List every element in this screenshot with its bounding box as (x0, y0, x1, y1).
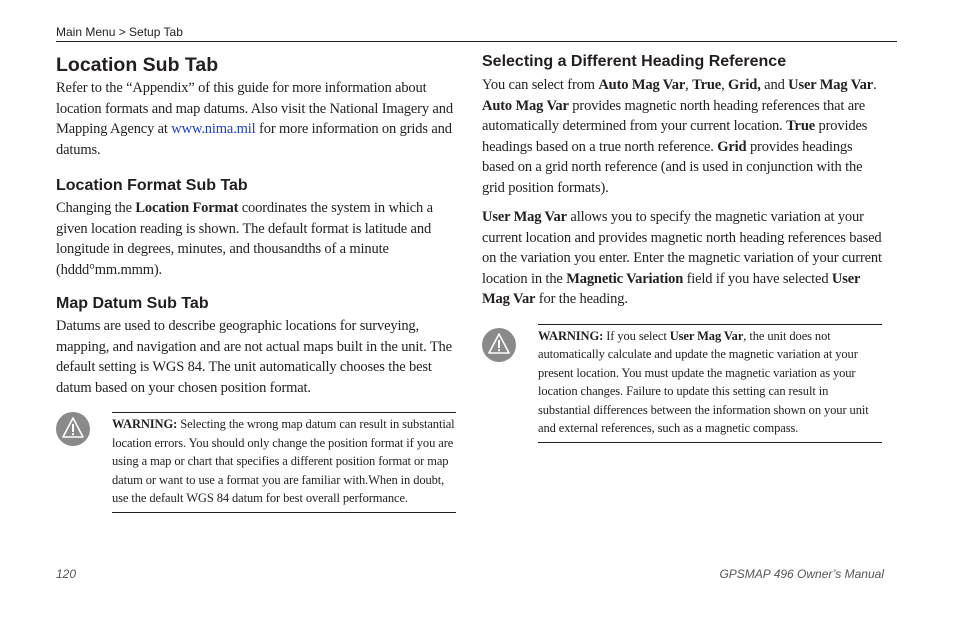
text: provides magnetic north heading references that are automatically determined from your current location. (482, 97, 865, 134)
intro-text-b: for more information on grids and datums. (56, 121, 452, 158)
manual-title: GPSMAP 496 Owner’s Manual (719, 567, 884, 581)
mag-var-warning-label: WARNING: (538, 328, 604, 343)
text: If you select (603, 328, 670, 343)
text: allows you to specify the magnetic variation at your current location and provides magnetic north heading references based on the variation you enter. Enter the magnetic variation of your current location in the (482, 209, 882, 287)
option-true: True (786, 118, 816, 134)
mag-var-warning-box (538, 324, 882, 444)
breadcrumb: Main Menu > Setup Tab (56, 25, 183, 39)
text: provides headings based on a grid north reference (and is used in conjunction with the grid position formats). (482, 138, 863, 196)
text: You can select from (482, 77, 599, 93)
mag-var-warning (482, 324, 882, 444)
text: . (873, 77, 877, 93)
text: , the unit does not automatically calculate and update the magnetic variation at your present location. You must update the magnetic variation as your location changes. Failure to update this setting can result in substantial differences between the information shown on your unit and external references, such as a magnetic compass. (538, 328, 869, 436)
option-user-mag-var: User Mag Var (669, 328, 744, 343)
datum-warning-text (112, 415, 456, 508)
option-grid: Grid (717, 138, 747, 155)
page-title: Location Sub Tab (56, 54, 219, 76)
intro-text-a: Refer to the “Appendix” of this guide for more information about location formats and map datums. Also visit the National Imagery and Mapping Agency at (56, 80, 453, 137)
datum-warning-body: Selecting the wrong map datum can result in substantial location errors. You should only change the position format if you are using a map or chart that specifies a different position format or map datum or want to use a format you are familiar with.When in doubt, use the default WGS 84 datum for best overall performance. (112, 417, 455, 506)
text: provides headings based on a true north reference. (482, 118, 868, 155)
location-format-heading: Location Format Sub Tab (56, 177, 248, 194)
text: field if you have selected (683, 270, 832, 287)
mag-var-warning-text (538, 327, 882, 439)
header-rule (56, 41, 897, 42)
datum-warning-box (112, 412, 456, 513)
option-user-mag-var: User Mag Var (482, 209, 567, 225)
option-auto-mag-var: Auto Mag Var (482, 97, 569, 114)
map-datum-paragraph: Datums are used to describe geographic locations for surveying, mapping, and navigation and are not actual maps built in the unit. The default setting is WGS 84. The unit automatically chooses the best datum based on your chosen position format. (56, 318, 452, 396)
heading-reference-paragraph (482, 75, 882, 198)
field-magnetic-variation: Magnetic Variation (566, 270, 684, 287)
location-format-paragraph (56, 198, 456, 280)
text: , (685, 77, 693, 93)
option-auto-mag-var: Auto Mag Var (598, 77, 686, 93)
warning-triangle-icon (56, 412, 90, 446)
nima-link[interactable]: www.nima.mil (171, 121, 256, 137)
datum-warning-label: WARNING: (112, 417, 178, 431)
right-column (482, 52, 882, 443)
option-grid: Grid, (728, 77, 761, 93)
map-datum-heading: Map Datum Sub Tab (56, 295, 209, 312)
option-user-mag-var: User Mag Var (788, 77, 874, 93)
warning-triangle-icon (482, 328, 516, 362)
page-number: 120 (56, 567, 77, 581)
text: , (721, 77, 729, 93)
format-text-b: coordinates the system in which a given location reading is shown. The default format is latitude and longitude in degrees, minutes, and thousandths of a minute (hddd°mm.mmm). (56, 200, 433, 278)
left-column (56, 52, 456, 513)
option-true: True (692, 77, 722, 93)
format-bold: Location Format (135, 200, 239, 216)
text: for the heading. (535, 291, 628, 307)
datum-warning (56, 412, 456, 513)
user-mag-var-paragraph (482, 207, 882, 310)
intro-paragraph (56, 78, 456, 160)
option-user-mag-var: User Mag Var (482, 270, 861, 307)
text: and (760, 77, 789, 93)
format-text-a: Changing the (56, 200, 136, 216)
heading-reference-heading: Selecting a Different Heading Reference (482, 53, 787, 70)
